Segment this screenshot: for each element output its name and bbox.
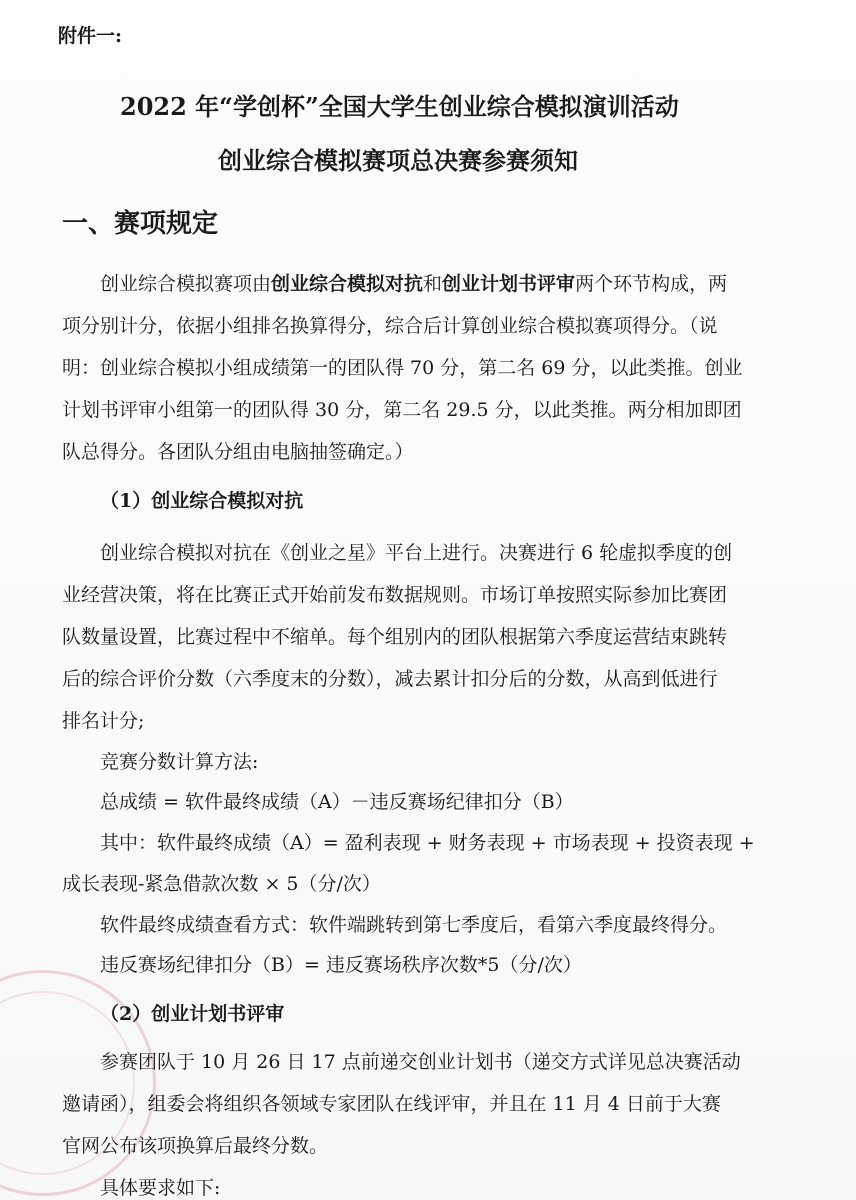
main-title-line-2: 创业综合模拟赛项总决赛参赛须知 [218,146,578,175]
intro-line-2: 项分别计分，依据小组排名换算得分，综合后计算创业综合模拟赛项得分。（说 [62,315,718,337]
section-heading-rules: 一、赛项规定 [62,209,219,239]
sub1-paragraph-line-4: 后的综合评价分数（六季度末的分数），减去累计扣分后的分数，从高到低进行 [62,668,718,690]
score-view-method: 软件最终成绩查看方式：软件端跳转到第七季度后，看第六季度最终得分。 [100,914,728,936]
intro-line-1-part-3: 两个环节构成，两 [575,273,728,295]
intro-line-1 [100,272,727,296]
discipline-penalty-formula: 违反赛场纪律扣分（B）= 违反赛场秩序次数*5（分/次） [100,954,582,976]
sub1-paragraph-line-1: 创业综合模拟对抗在《创业之星》平台上进行。决赛进行 6 轮虚拟季度的创 [100,542,733,564]
intro-line-4: 计划书评审小组第一的团队得 30 分，第二名 29.5 分，以此类推。两分相加即团 [62,399,742,421]
software-score-formula-line-2: 成长表现-紧急借款次数 × 5（分/次） [62,873,381,895]
software-score-formula-line-1: 其中：软件最终成绩（A）= 盈利表现 + 财务表现 + 市场表现 + 投资表现 + [100,832,755,854]
total-score-formula: 总成绩 = 软件最终成绩（A）－违反赛场纪律扣分（B） [100,791,574,813]
subsection-heading-2: （2）创业计划书评审 [100,1003,285,1025]
intro-line-1-part-1: 创业综合模拟赛项由 [100,273,272,295]
sub1-paragraph-line-3: 队数量设置，比赛过程中不缩单。每个组别内的团队根据第六季度运营结束跳转 [62,626,728,648]
main-title-line-1: 2022 年“学创杯”全国大学生创业综合模拟演训活动 [120,92,679,121]
intro-line-1-bold-1: 创业综合模拟对抗 [271,273,424,295]
intro-line-1-bold-2: 创业计划书评审 [442,273,576,295]
annex-label: 附件一: [58,25,123,47]
sub1-paragraph-line-2: 业经营决策，将在比赛正式开始前发布数据规则。市场订单按照实际参加比赛团 [62,584,728,606]
intro-line-5: 队总得分。各团队分组由电脑抽签确定。） [62,441,414,463]
requirements-label: 具体要求如下: [100,1177,221,1199]
intro-line-1-part-2: 和 [423,273,443,295]
sub1-paragraph-line-5: 排名计分; [62,710,145,732]
calculation-method-label: 竞赛分数计算方法: [100,751,259,773]
subsection-heading-1: （1）创业综合模拟对抗 [100,490,304,512]
sub2-paragraph-line-1: 参赛团队于 10 月 26 日 17 点前递交创业计划书（递交方式详见总决赛活动 [100,1051,741,1073]
intro-line-3: 明：创业综合模拟小组成绩第一的团队得 70 分，第二名 69 分，以此类推。创业 [62,357,743,379]
sub2-paragraph-line-2: 邀请函），组委会将组织各领域专家团队在线评审，并且在 11 月 4 日前于大赛 [62,1093,721,1115]
sub2-paragraph-line-3: 官网公布该项换算后最终分数。 [62,1135,329,1157]
